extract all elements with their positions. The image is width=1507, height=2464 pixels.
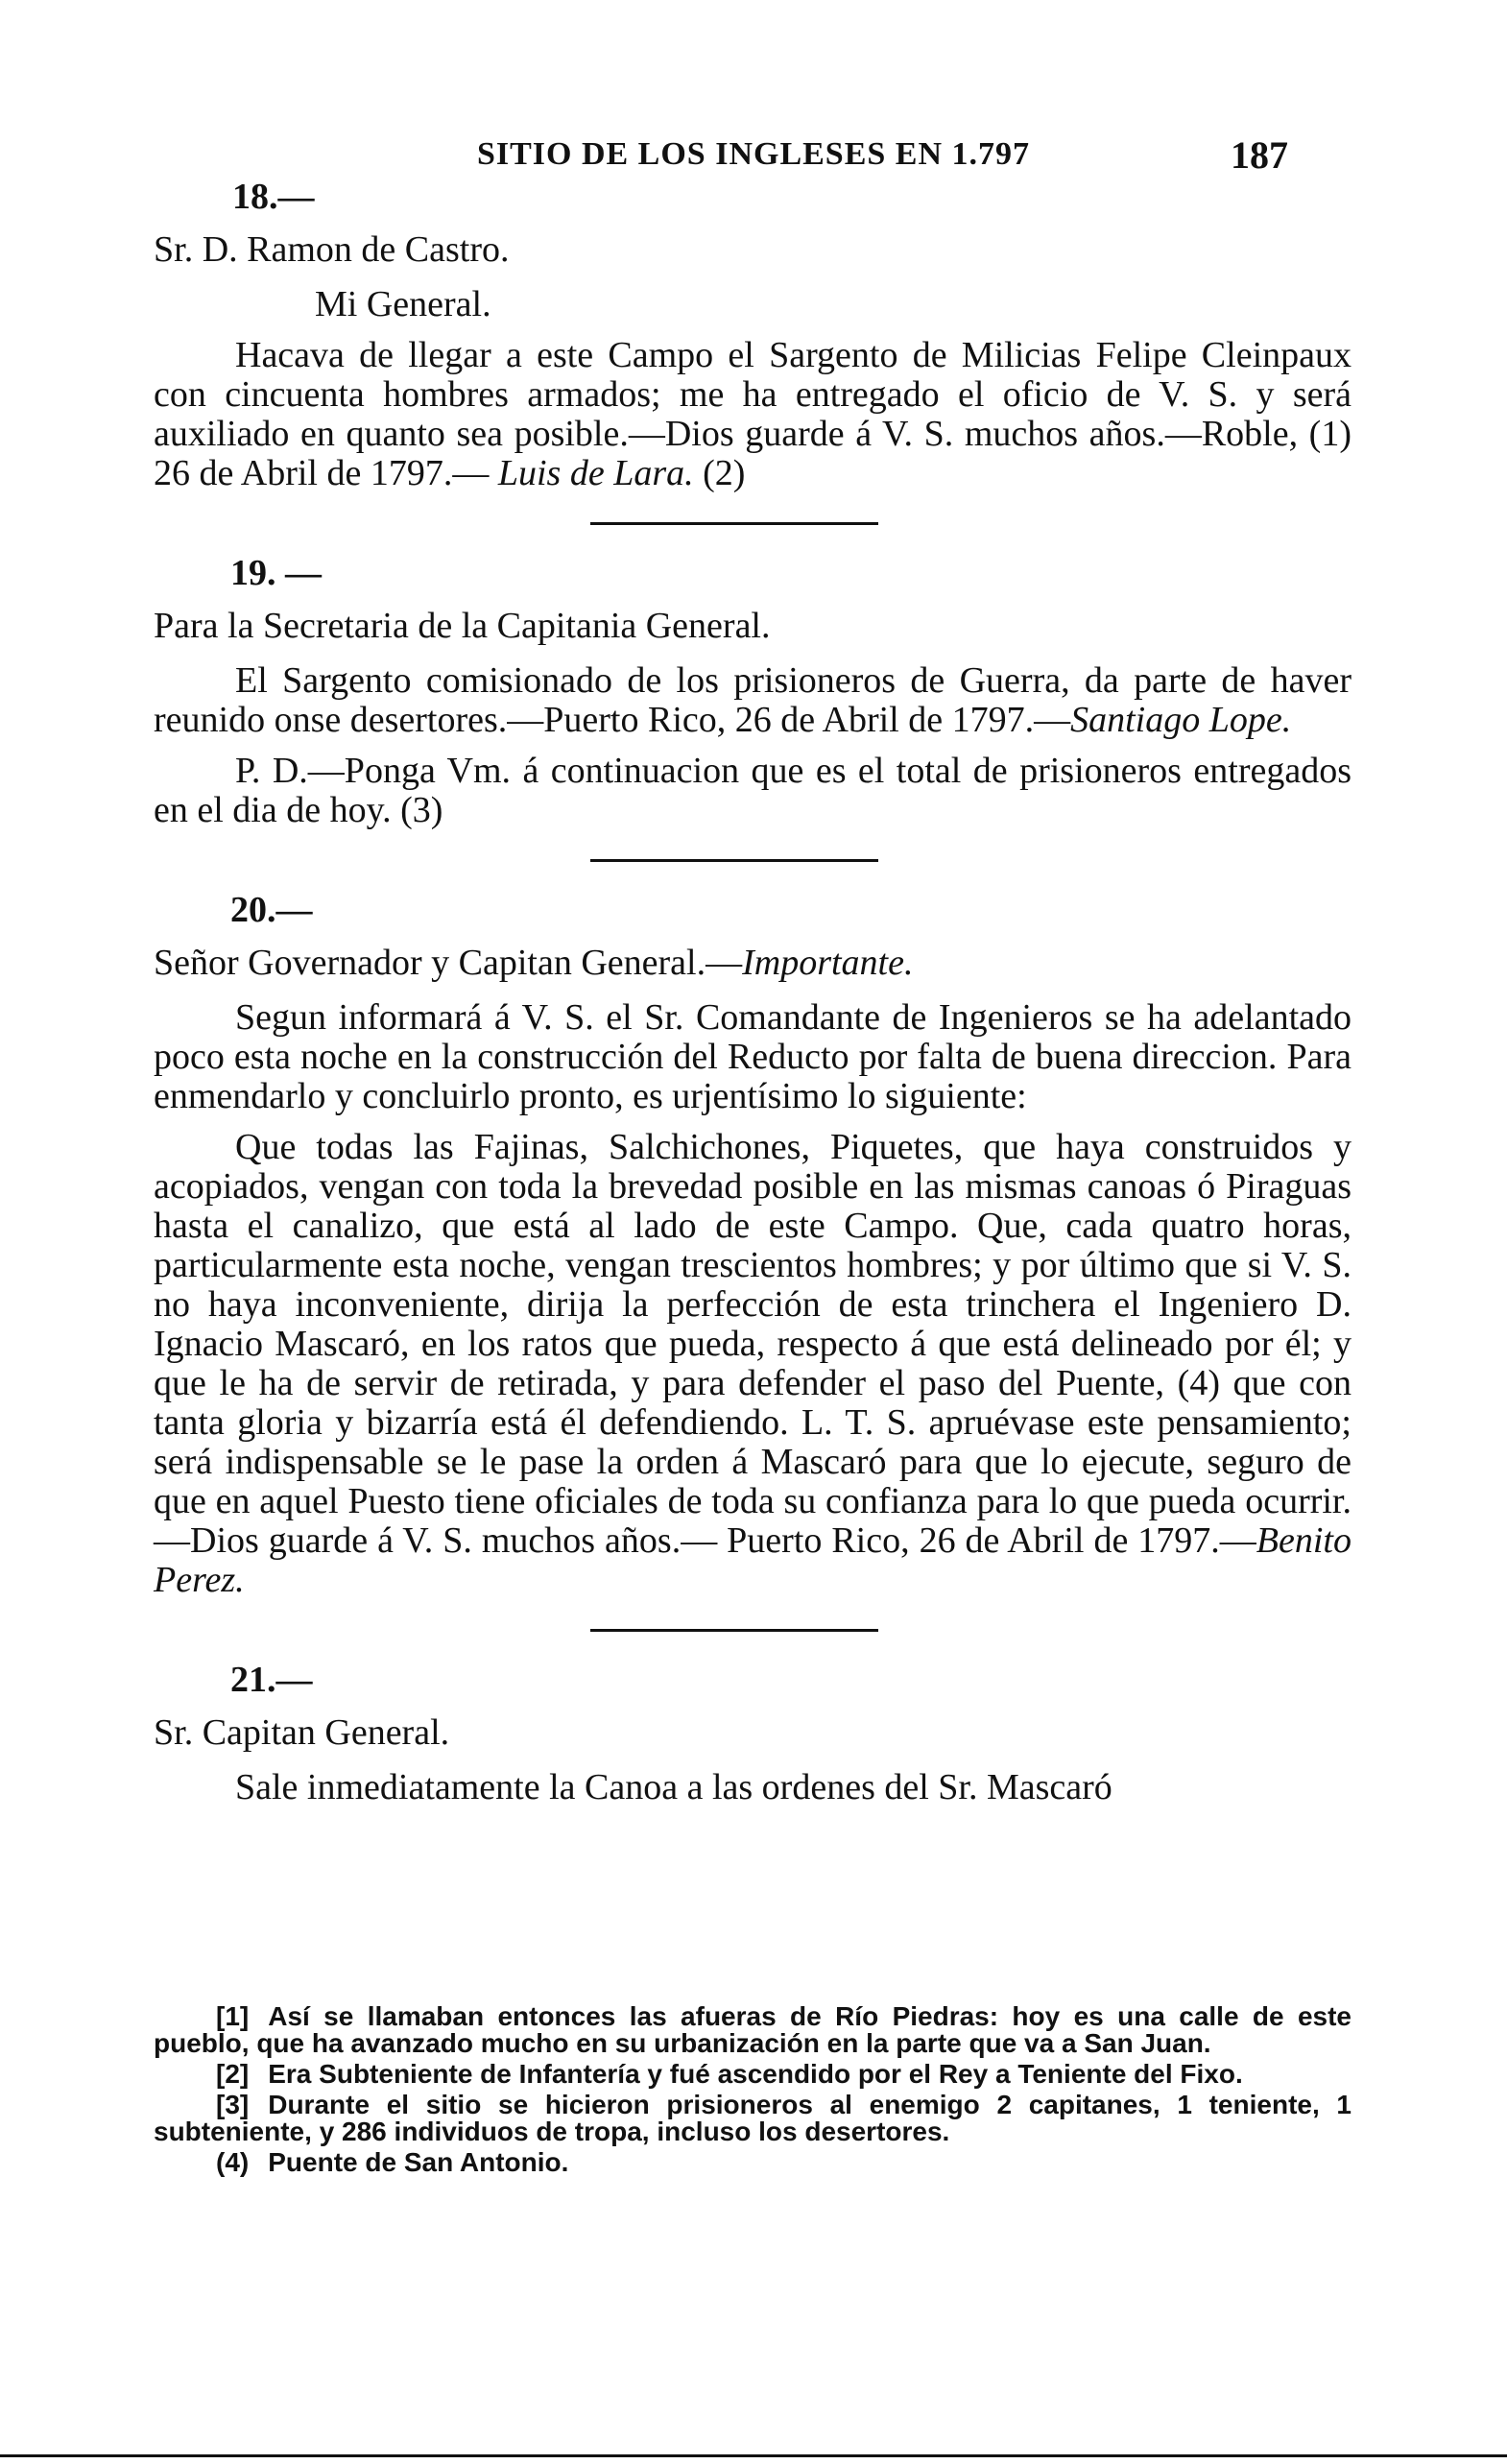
addressee: Sr. D. Ramon de Castro. <box>154 229 510 270</box>
page-body <box>154 178 1352 1827</box>
document-number: 18.— <box>232 177 315 217</box>
paragraph-text: Hacava de llegar a este Campo el Sargento de Milicias Felipe Cleinpaux con cincuenta hombres armados; me ha entregado el oficio de V. S. y será auxiliado en quanto sea posible.—Dios guarde á V. S. muchos años.—Roble, (1) 26 de Abril de 1797.— <box>154 335 1352 493</box>
separator-rule <box>590 859 878 862</box>
footnote-mark: [2] <box>216 2059 250 2089</box>
document-19 <box>154 554 1352 830</box>
signature: Benito Perez. <box>154 1520 1352 1600</box>
footnotes <box>154 2003 1352 2180</box>
document-number: 20.— <box>230 890 313 930</box>
addressee-text: Señor Governador y Capitan General.— <box>154 943 743 983</box>
postscript: P. D.—Ponga Vm. á continuacion que es el total de prisioneros entregados en el dia de hoy. (3) <box>154 751 1352 830</box>
addressee <box>154 944 1352 983</box>
footnote <box>154 2003 1352 2057</box>
page-number: 187 <box>1231 133 1288 177</box>
document-20 <box>154 891 1352 1600</box>
paragraph-text: Que todas las Fajinas, Salchichones, Piquetes, que haya construidos y acopiados, vengan con toda la brevedad posible en las mismas canoas ó Piraguas hasta el canalizo, que está al lado de este Campo. Que, cada quatro horas, particularmente esta noche, vengan trescientos hombres; y por último que si V. S. no haya inconveniente, dirija la perfección de esta trinchera el Ingeniero D. Ignacio Mascaró, en los ratos que pueda, respecto á que está delineado por él; y que le ha de servir de retirada, y para defender el paso del Puente, (4) que con tanta gloria y bizarría está él defendiendo. L. T. S. apruévase este pensamiento; será indispensable se le pase la orden á Mascaró para que lo ejecute, seguro de que en aquel Puesto tiene oficiales de toda su confianza para lo que pueda ocurrir.—Dios guarde á V. S. muchos años.— Puerto Rico, 26 de Abril de 1797.— <box>154 1127 1352 1561</box>
footnote-text: Era Subteniente de Infantería y fué ascendido por el Rey a Teniente del Fixo. <box>268 2059 1243 2089</box>
footnote-mark: [1] <box>216 2001 250 2031</box>
addressee-note: Importante. <box>742 943 914 983</box>
letter-paragraph <box>154 1128 1352 1600</box>
salutation: Mi General. <box>315 284 491 324</box>
paragraph-text: El Sargento comisionado de los prisioneros de Guerra, da parte de haver reunido onse desertores.—Puerto Rico, 26 de Abril de 1797.— <box>154 660 1352 740</box>
running-header: SITIO DE LOS INGLESES EN 1.797 <box>476 136 1031 172</box>
footnote <box>154 2149 1352 2176</box>
document-21 <box>154 1661 1352 1807</box>
letter-paragraph: Sale inmediatamente la Canoa a las ordenes del Sr. Mascaró <box>235 1767 1112 1807</box>
letter-paragraph <box>154 336 1352 493</box>
document-number: 19. — <box>230 553 322 593</box>
footnote-ref: (2) <box>693 453 746 493</box>
footnote <box>154 2092 1352 2145</box>
addressee: Para la Secretaria de la Capitania General. <box>154 606 771 646</box>
footnote-mark: (4) <box>216 2147 250 2177</box>
addressee: Sr. Capitan General. <box>154 1712 450 1753</box>
letter-paragraph <box>154 661 1352 740</box>
footnote-mark: [3] <box>216 2090 250 2119</box>
signature: Luis de Lara. <box>497 453 694 493</box>
separator-rule <box>590 522 878 525</box>
bottom-border-rule <box>0 2454 1507 2457</box>
signature: Santiago Lope. <box>1070 700 1292 740</box>
letter-paragraph: Segun informará á V. S. el Sr. Comandante de Ingenieros se ha adelantado poco esta noche en la construcción del Reducto por falta de buena direccion. Para enmendarlo y concluirlo pronto, es urjentísimo lo siguiente: <box>154 997 1352 1116</box>
footnote-text: Durante el sitio se hicieron prisioneros al enemigo 2 capitanes, 1 teniente, 1 subteniente, y 286 individuos de tropa, incluso los desertores. <box>154 2090 1352 2146</box>
footnote-text: Puente de San Antonio. <box>268 2147 569 2177</box>
footnote-text: Así se llamaban entonces las afueras de Río Piedras: hoy es una calle de este pueblo, que ha avanzado mucho en su urbanización en la parte que va a San Juan. <box>154 2001 1352 2058</box>
footnote <box>154 2061 1352 2088</box>
document-number: 21.— <box>230 1660 313 1700</box>
document-18 <box>154 178 1352 493</box>
separator-rule <box>590 1629 878 1632</box>
